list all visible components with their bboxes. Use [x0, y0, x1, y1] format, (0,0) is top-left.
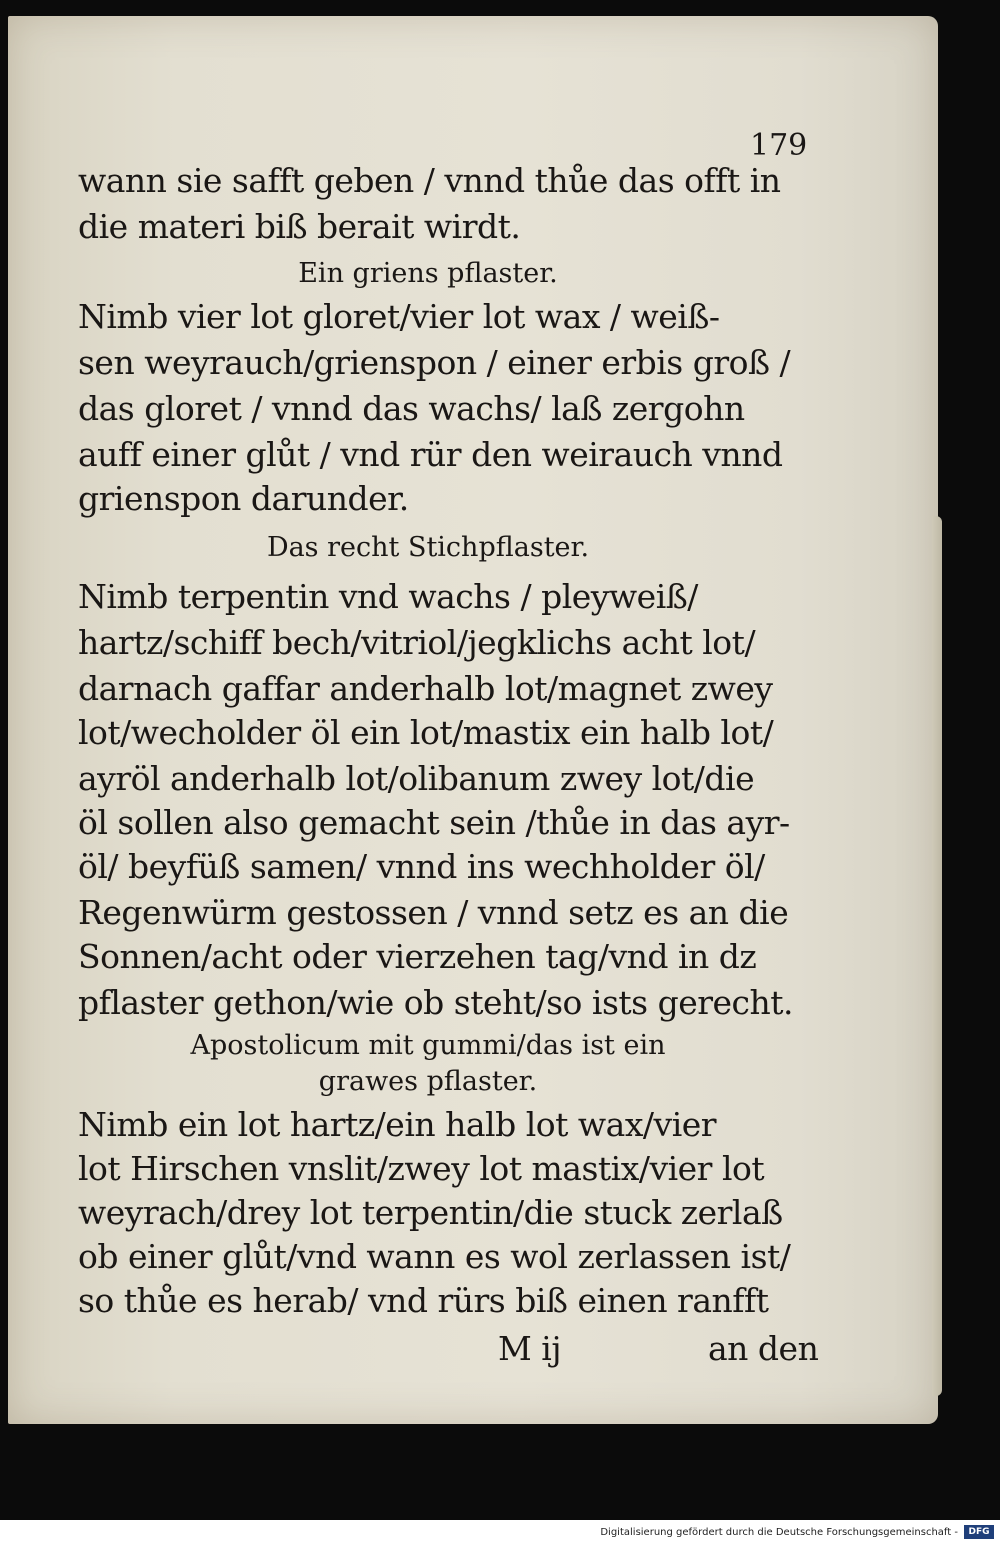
- text-line: Regenwürm gestossen / vnnd setz es an die: [78, 893, 789, 932]
- text-line: so thůe es herab/ vnd rürs biß einen ranfft: [78, 1281, 769, 1320]
- text-line: lot Hirschen vnslit/zwey lot mastix/vier lot: [78, 1149, 765, 1188]
- text-line: Nimb vier lot gloret/vier lot wax / weiß-: [78, 297, 720, 336]
- text-line: öl sollen also gemacht sein /thůe in das ayr-: [78, 803, 790, 842]
- catchword: an den: [708, 1329, 819, 1368]
- text-line: öl/ beyfüß samen/ vnnd ins wechholder öl/: [78, 847, 765, 886]
- footer-credit: Digitalisierung gefördert durch die Deutsche Forschungsgemeinschaft -: [600, 1527, 958, 1538]
- book-page: [8, 16, 938, 1424]
- text-line: Nimb ein lot hartz/ein halb lot wax/vier: [78, 1105, 717, 1144]
- text-line: ob einer glůt/vnd wann es wol zerlassen ist/: [78, 1237, 791, 1276]
- text-line: sen weyrauch/grienspon / einer erbis groß /: [78, 343, 791, 382]
- section-heading: Das recht Stichpflaster.: [266, 532, 590, 563]
- text-line: Sonnen/acht oder vierzehen tag/vnd in dz: [78, 937, 757, 976]
- signature-mark: M ij: [498, 1329, 562, 1368]
- section-heading: grawes pflaster.: [318, 1066, 538, 1097]
- text-line: hartz/schiff bech/vitriol/jegklichs acht lot/: [78, 623, 756, 662]
- dfg-logo-icon: DFG: [964, 1525, 994, 1539]
- page-edge: [932, 516, 942, 1396]
- text-line: die materi biß berait wirdt.: [78, 207, 521, 246]
- text-line: lot/wecholder öl ein lot/mastix ein halb lot/: [78, 713, 774, 752]
- text-line: auff einer glůt / vnd rür den weirauch vnnd: [78, 435, 783, 474]
- text-line: das gloret / vnnd das wachs/ laß zergohn: [78, 389, 745, 428]
- text-line: darnach gaffar anderhalb lot/magnet zwey: [78, 669, 773, 708]
- text-line: grienspon darunder.: [78, 479, 409, 518]
- text-line: ayröl anderhalb lot/olibanum zwey lot/die: [78, 759, 755, 798]
- footer-bar: [0, 1520, 1000, 1546]
- text-line: weyrach/drey lot terpentin/die stuck zerlaß: [78, 1193, 783, 1232]
- text-line: pflaster gethon/wie ob steht/so ists gerecht.: [78, 983, 794, 1022]
- section-heading: Apostolicum mit gummi/das ist ein: [190, 1030, 666, 1061]
- text-line: Nimb terpentin vnd wachs / pleyweiß/: [78, 577, 698, 616]
- text-line: wann sie safft geben / vnnd thůe das offt in: [78, 161, 781, 200]
- section-heading: Ein griens pflaster.: [298, 258, 558, 289]
- page-number: 179: [750, 128, 808, 163]
